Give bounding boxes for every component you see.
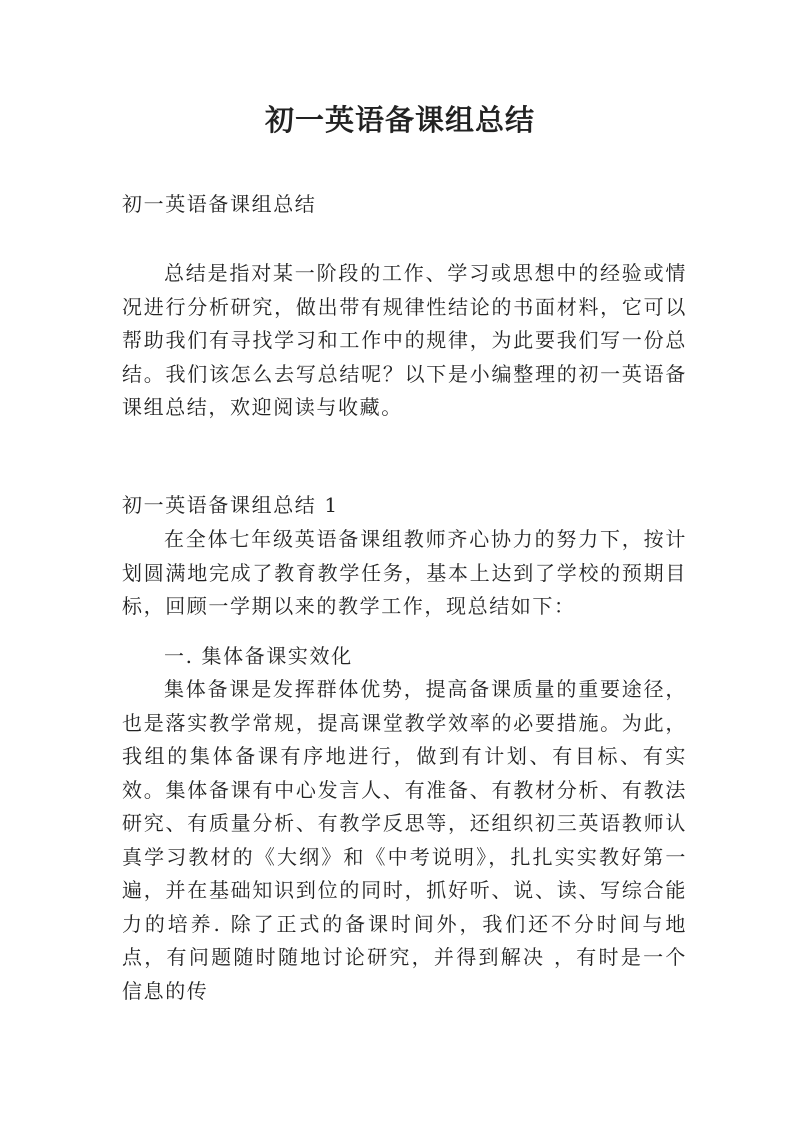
intro-paragraph: 总结是指对某一阶段的工作、学习或思想中的经验或情况进行分析研究，做出带有规律性结论的书面材料，它可以帮助我们有寻找学习和工作中的规律，为此要我们写一份总结。我们该怎么去写总结呢？以下是小编整理的初一英语备课组总结，欢迎阅读与收藏。 xyxy=(122,261,687,419)
body-paragraph-2: 集体备课是发挥群体优势，提高备课质量的重要途径，也是落实教学常规，提高课堂教学效率的必要措施。为此，我组的集体备课有序地进行，做到有计划、有目标、有实效。集体备课有中心发言人、有准备、有教材分析、有教法研究、有质量分析、有教学反思等，还组织初三英语教师认真学习教材的《大纲》和《中考说明》，扎扎实实教好第一遍，并在基础知识到位的同时，抓好听、说、读、写综合能力的培养. 除了正式的备课时间外，我们还不分时间与地点，有问题随时随地讨论研究，并得到解决 ，有时是一个信息的传 xyxy=(122,677,687,1003)
item-heading: 一. 集体备课实效化 xyxy=(164,644,353,668)
document-title: 初一英语备课组总结 xyxy=(264,103,535,137)
document-subtitle: 初一英语备课组总结 xyxy=(122,192,317,216)
body-paragraph-1: 在全体七年级英语备课组教师齐心协力的努力下，按计划圆满地完成了教育教学任务，基本上达到了学校的预期目标，回顾一学期以来的教学工作，现总结如下： xyxy=(122,527,687,618)
section-heading: 初一英语备课组总结 1 xyxy=(122,493,339,517)
